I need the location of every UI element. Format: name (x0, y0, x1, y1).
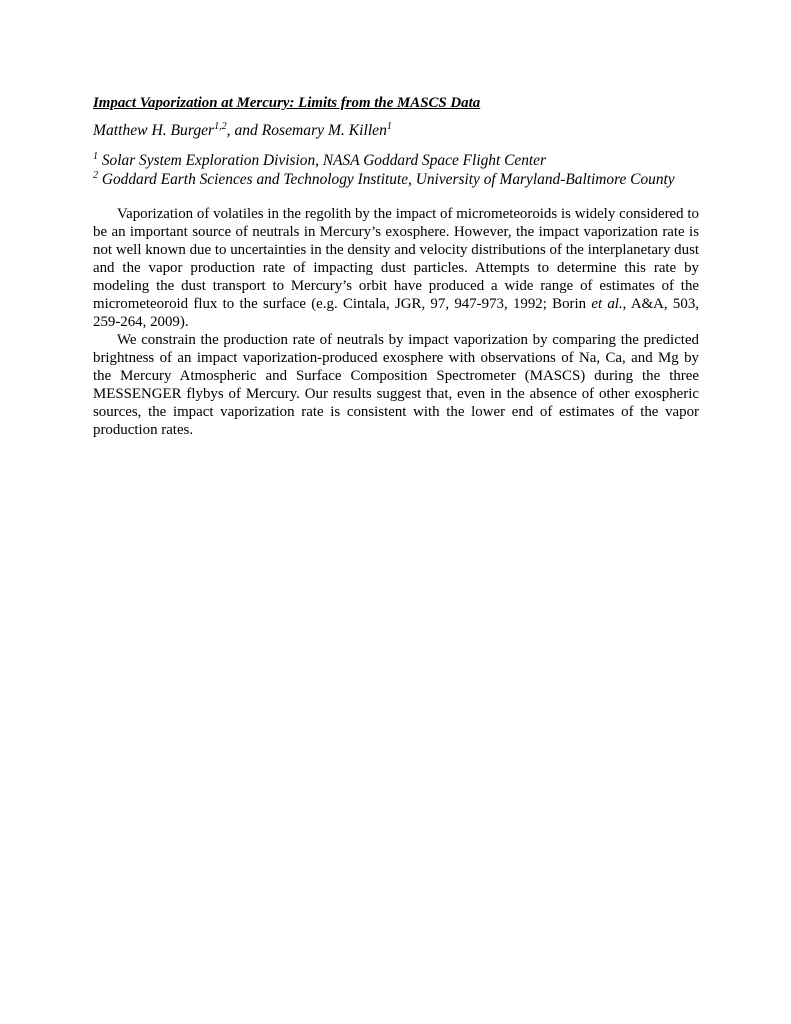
author-separator: , and (226, 122, 262, 139)
paper-page (93, 94, 699, 439)
affiliation-line (93, 151, 699, 170)
author-name: Matthew H. Burger (93, 122, 215, 139)
paper-title: Impact Vaporization at Mercury: Limits from the MASCS Data (93, 95, 481, 111)
author-affiliation-marker: 1 (386, 120, 392, 132)
abstract-paragraph (93, 205, 699, 331)
author-name: Rosemary M. Killen (261, 122, 387, 139)
abstract (93, 205, 699, 439)
italic-citation-text: et al. (591, 296, 623, 312)
affiliation-text: Solar System Exploration Division, NASA Goddard Space Flight Center (98, 152, 546, 169)
author-affiliation-marker: 1,2 (214, 120, 227, 132)
affiliation-number: 1 (93, 150, 98, 162)
abstract-paragraph: We constrain the production rate of neutrals by impact vaporization by comparing the predicted brightness of an impact vaporization-produced exosphere with observations of Na, Ca, and Mg by the Mercury Atmospheric and Surface Composition Spectrometer (MASCS) during the three MESSENGER flybys of Mercury. Our results suggest that, even in the absence of other exospheric sources, the impact vaporization rate is consistent with the lower end of estimates of the vapor production rates. (93, 332, 699, 438)
affiliation-text: Goddard Earth Sciences and Technology Institute, University of Maryland-Baltimore County (98, 171, 675, 188)
author-list (93, 121, 699, 141)
affiliation-line (93, 170, 699, 189)
affiliation-number: 2 (93, 169, 98, 181)
paragraph-text: Vaporization of volatiles in the regolith by the impact of micrometeoroids is widely considered to be an important source of neutrals in Mercury’s exosphere. However, the impact vaporization rate is not well known due to uncertainties in the density and velocity distributions of the interplanetary dust and the vapor production rate of impacting dust particles. Attempts to determine this rate by modeling the dust transport to Mercury’s orbit have produced a wide range of estimates of the micrometeoroid flux to the surface (e.g. Cintala, JGR, 97, 947-973, 1992; Borin (93, 206, 699, 312)
paragraph-text: , A&A, 503, 259-264, 2009). (93, 296, 699, 330)
